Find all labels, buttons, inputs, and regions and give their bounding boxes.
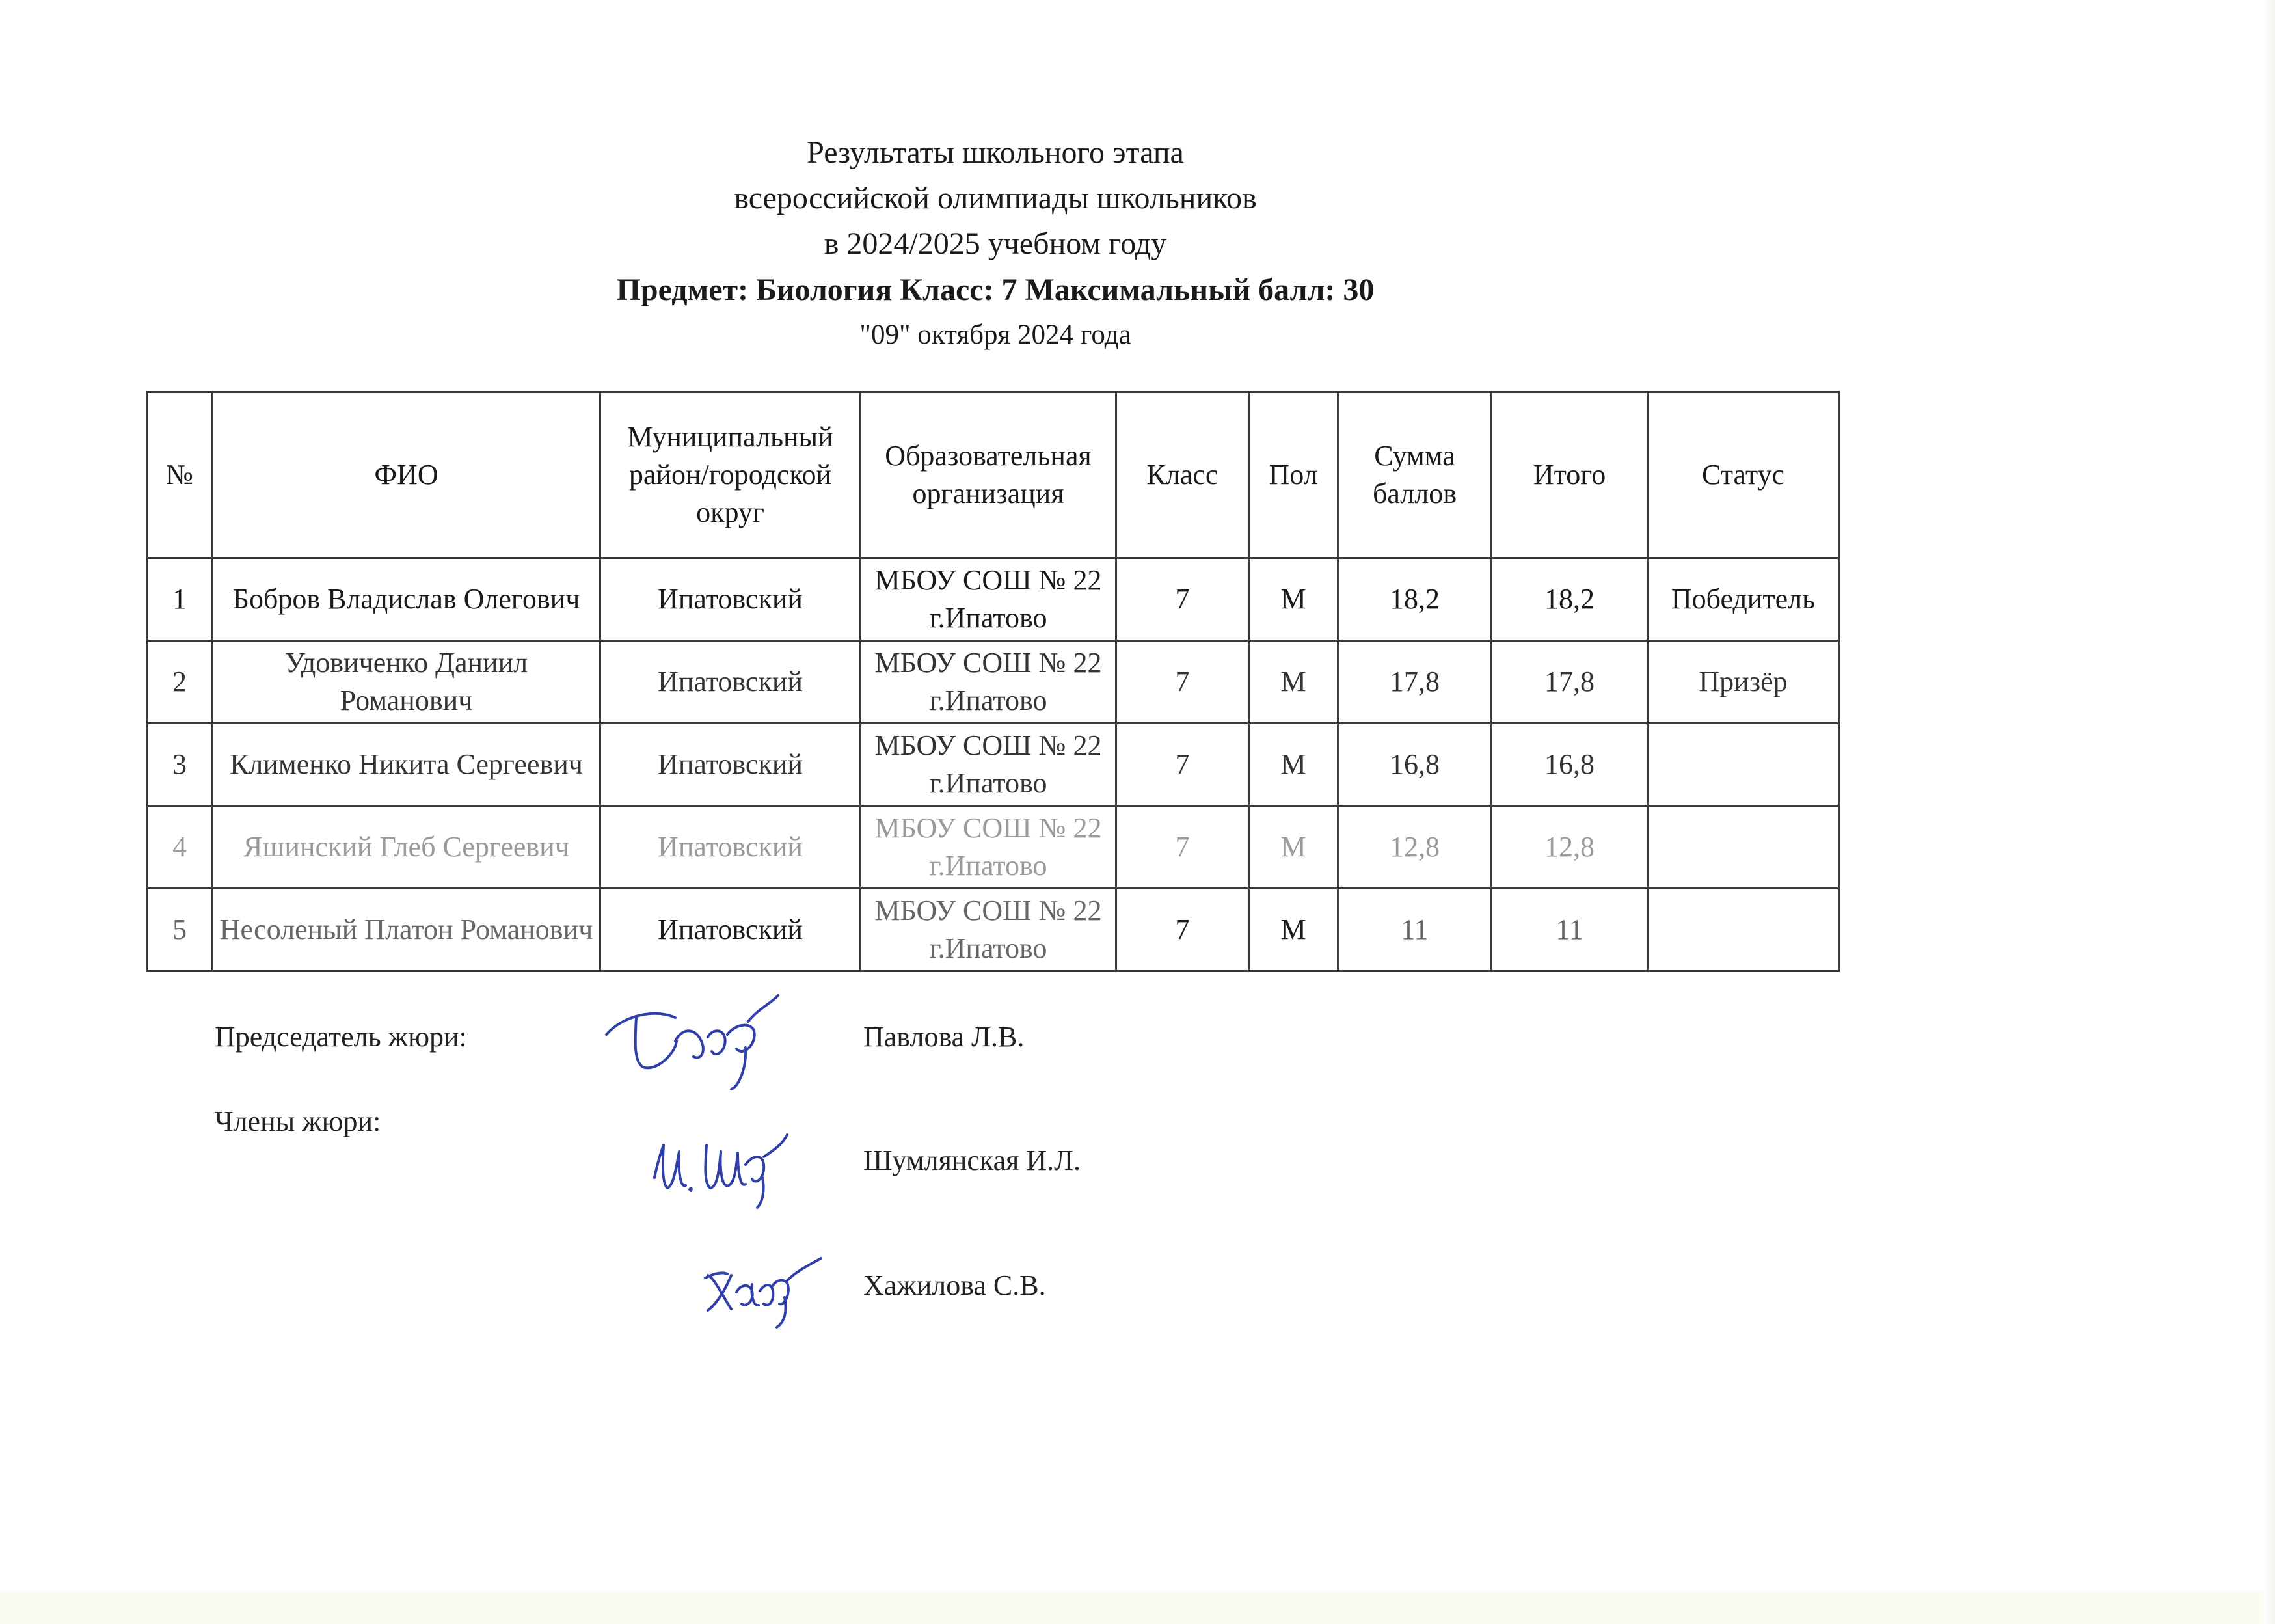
chair-label: Председатель жюри: — [215, 1021, 467, 1053]
cell-organization: МБОУ СОШ № 22 г.Ипатово — [861, 806, 1116, 889]
table-row — [147, 724, 1839, 806]
cell-score-sum: 12,8 — [1338, 806, 1492, 889]
cell-total: 17,8 — [1492, 641, 1648, 724]
cell-sex: М — [1249, 889, 1338, 971]
cell-fio: Несоленый Платон Романович — [213, 889, 600, 971]
cell-status — [1648, 724, 1839, 806]
results-table — [146, 391, 1840, 972]
cell-number: 2 — [147, 641, 213, 724]
cell-organization: МБОУ СОШ № 22 г.Ипатово — [861, 558, 1116, 641]
cell-score-sum: 16,8 — [1338, 724, 1492, 806]
cell-sex: М — [1249, 806, 1338, 889]
cell-status — [1648, 806, 1839, 889]
col-header-fio: ФИО — [213, 392, 600, 558]
table-row — [147, 641, 1839, 724]
cell-total: 18,2 — [1492, 558, 1648, 641]
col-header-district: Муниципальный район/городской округ — [600, 392, 861, 558]
cell-fio: Яшинский Глеб Сергеевич — [213, 806, 600, 889]
cell-sex: М — [1249, 641, 1338, 724]
cell-class: 7 — [1116, 889, 1249, 971]
table-row — [147, 889, 1839, 971]
title-line-3: в 2024/2025 учебном году — [824, 226, 1167, 261]
cell-district: Ипатовский — [600, 806, 861, 889]
cell-district: Ипатовский — [600, 724, 861, 806]
cell-number: 3 — [147, 724, 213, 806]
member-2-name: Хажилова С.В. — [863, 1269, 1046, 1301]
table-row — [147, 558, 1839, 641]
cell-district: Ипатовский — [600, 889, 861, 971]
cell-total: 12,8 — [1492, 806, 1648, 889]
col-header-number: № — [147, 392, 213, 558]
col-header-class: Класс — [1116, 392, 1249, 558]
cell-class: 7 — [1116, 724, 1249, 806]
cell-fio: Бобров Владислав Олегович — [213, 558, 600, 641]
cell-number: 4 — [147, 806, 213, 889]
col-header-score-sum: Сумма баллов — [1338, 392, 1492, 558]
col-header-status: Статус — [1648, 392, 1839, 558]
cell-status: Победитель — [1648, 558, 1839, 641]
col-header-sex: Пол — [1249, 392, 1338, 558]
cell-score-sum: 11 — [1338, 889, 1492, 971]
member-1-name: Шумлянская И.Л. — [863, 1144, 1081, 1176]
member-2-signature — [700, 1252, 830, 1330]
cell-sex: М — [1249, 558, 1338, 641]
scan-edge — [2263, 0, 2275, 1624]
cell-score-sum: 17,8 — [1338, 641, 1492, 724]
col-header-total: Итого — [1492, 392, 1648, 558]
members-label: Члены жюри: — [215, 1105, 381, 1137]
col-header-organization: Образовательная организация — [861, 392, 1116, 558]
title-line-2: всероссийской олимпиады школьников — [734, 181, 1257, 215]
cell-district: Ипатовский — [600, 558, 861, 641]
cell-fio: Клименко Никита Сергеевич — [213, 724, 600, 806]
cell-organization: МБОУ СОШ № 22 г.Ипатово — [861, 641, 1116, 724]
table-row — [147, 806, 1839, 889]
cell-sex: М — [1249, 724, 1338, 806]
cell-total: 11 — [1492, 889, 1648, 971]
cell-status: Призёр — [1648, 641, 1839, 724]
date-line: "09" октября 2024 года — [859, 319, 1131, 350]
chair-signature — [597, 989, 792, 1093]
cell-organization: МБОУ СОШ № 22 г.Ипатово — [861, 889, 1116, 971]
subject-line: Предмет: Биология Класс: 7 Максимальный балл: 30 — [616, 273, 1375, 307]
cell-fio: Удовиченко Даниил Романович — [213, 641, 600, 724]
cell-class: 7 — [1116, 806, 1249, 889]
chair-name: Павлова Л.В. — [863, 1021, 1025, 1053]
cell-organization: МБОУ СОШ № 22 г.Ипатово — [861, 724, 1116, 806]
cell-number: 1 — [147, 558, 213, 641]
cell-class: 7 — [1116, 641, 1249, 724]
member-1-signature — [648, 1126, 798, 1210]
title-line-1: Результаты школьного этапа — [807, 135, 1184, 170]
cell-status — [1648, 889, 1839, 971]
cell-class: 7 — [1116, 558, 1249, 641]
cell-score-sum: 18,2 — [1338, 558, 1492, 641]
cell-number: 5 — [147, 889, 213, 971]
scan-shadow-strip — [0, 1590, 2275, 1624]
cell-district: Ипатовский — [600, 641, 861, 724]
table-header-row — [147, 392, 1839, 558]
cell-total: 16,8 — [1492, 724, 1648, 806]
document-header — [0, 130, 1991, 357]
